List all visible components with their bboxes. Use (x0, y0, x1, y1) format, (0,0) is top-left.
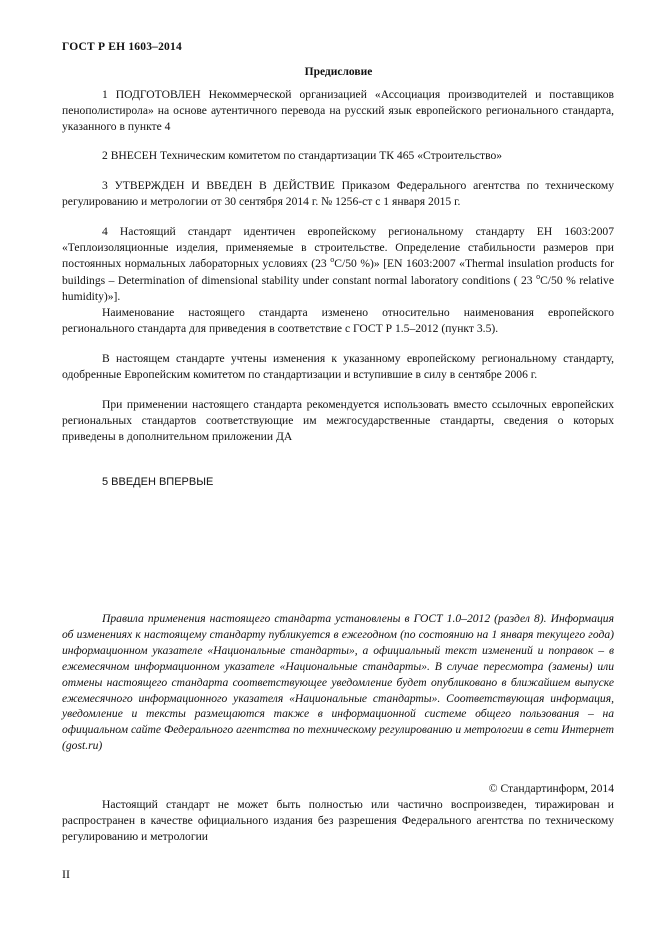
application-rules-notice: Правила применения настоящего стандарта установлены в ГОСТ 1.0–2012 (раздел 8). Информация об изменениях к настоящему стандарту публикуется в ежегодном (по состоянию на 1 января текущего года) информационном указателе «Национальные стандарты», а официальный текст изменений и поправок – в ежемесячном информационном указателе «Национальные стандарты». В случае пересмотра (замены) или отмены настоящего стандарта соответствующее уведомление будет опубликовано в ближайшем выпуске ежемесячного информационного указателя «Национальные стандарты». Соответствующая информация, уведомление и тексты размещаются также в информационной системе общего пользования – на официальном сайте Федерального агентства по техническому регулированию и метрологии в сети Интернет (gost.ru) (62, 612, 614, 753)
item-4-text-part2: C/50 %)» [EN 1603:2007 «Thermal insulation products for buildings – Determination of dimensional stability under constant normal laboratory conditions ( 23 (62, 257, 615, 287)
page-number: II (62, 867, 70, 881)
item-4-text-part1: 4 Настоящий стандарт идентичен европейскому региональному стандарту ЕН 1603:2007 «Теплоизоляционные изделия, применяемые в строительстве. Определение стабильности размеров при постоянных нормальных лабораторных условиях (23 (62, 225, 614, 271)
reproduction-notice: Настоящий стандарт не может быть полностью или частично воспроизведен, тиражирован и распространен в качестве официального издания без разрешения Федерального агентства по техническому регулированию и метрологии (62, 798, 614, 844)
item-4-changes: В настоящем стандарте учтены изменения к указанному европейскому региональному стандарту, одобренные Европейским комитетом по стандартизации и вступившие в силу в сентябре 2006 г. (62, 352, 614, 382)
page-title: Предисловие (304, 66, 373, 78)
standard-id-header: ГОСТ Р ЕН 1603–2014 (62, 41, 182, 53)
item-1-prepared: 1 ПОДГОТОВЛЕН Некоммерческой организацией «Ассоциация производителей и поставщиков пенополистирола» на основе аутентичного перевода на русский язык европейского регионального стандарта, указанного в пункте 4 (62, 88, 614, 134)
copyright: © Стандартинформ, 2014 (488, 782, 614, 795)
item-3-approved: 3 УТВЕРЖДЕН И ВВЕДЕН В ДЕЙСТВИЕ Приказом Федерального агентства по техническому регулированию и метрологии от 30 сентября 2014 г. № 1256-ст с 1 января 2015 г. (62, 179, 614, 209)
item-5-first-introduced: 5 ВВЕДЕН ВПЕРВЫЕ (102, 476, 214, 488)
item-2-submitted: 2 ВНЕСЕН Техническим комитетом по стандартизации ТК 465 «Строительство» (102, 149, 503, 162)
item-4-text-part3: C/50 % relative humidity)»]. (62, 273, 614, 303)
item-4-name-change: Наименование настоящего стандарта изменено относительно наименования европейского регионального стандарта для приведения в соответствие с ГОСТ Р 1.5–2012 (пункт 3.5). (62, 306, 614, 336)
item-4-references: При применении настоящего стандарта рекомендуется использовать вместо ссылочных европейских региональных стандартов соответствующие им межгосударственные стандарты, сведения о которых приведены в дополнительном приложении ДА (62, 398, 614, 444)
degree-sign: o (330, 255, 335, 265)
item-4-identical (62, 224, 614, 305)
degree-sign: o (536, 271, 541, 281)
